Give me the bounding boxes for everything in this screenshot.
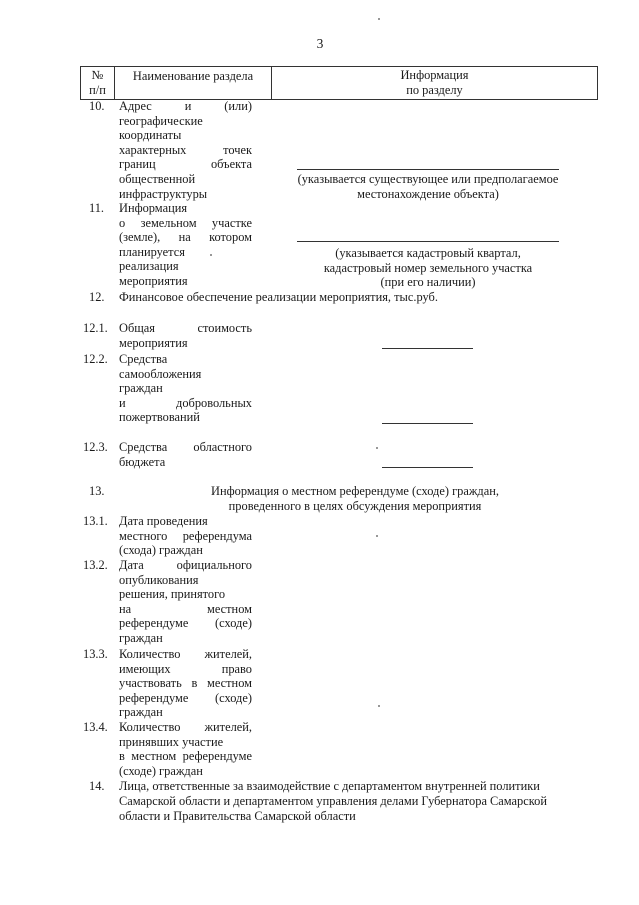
page-number: 3 <box>316 36 324 51</box>
address-hint: (указывается существующее или предполагаемое местонахождение объекта) <box>297 172 559 201</box>
row-name: Общая стоимость мероприятия <box>119 321 252 350</box>
row-number: 13.1. <box>83 514 108 528</box>
row-name: Лица, ответственные за взаимодействие с департаментом внутренней политики Самарской области и департаментом управления делами Губернатора Самарской области и Правительства Самарской области <box>119 779 547 823</box>
row-name: Дата проведения местного референдума (схода) граждан <box>119 514 252 558</box>
row-number: 11. <box>89 201 105 215</box>
row-name: Информация о земельном участке (земле), на котором планируется реализация мероприятия <box>119 201 252 288</box>
row-number: 14. <box>89 779 105 793</box>
regional-budget-field <box>382 467 473 468</box>
row-number: 13.3. <box>83 647 108 661</box>
cadastral-underline <box>297 241 559 242</box>
row-number: 13. <box>89 484 105 498</box>
row-name: Средства областного бюджета <box>119 440 252 469</box>
table-header <box>80 66 598 100</box>
row-name: Адрес и (или) географические координаты характерных точек границ объекта общественной инфраструктуры <box>119 99 252 201</box>
row-number: 13.2. <box>83 558 108 572</box>
total-cost-field <box>382 348 473 349</box>
cadastral-hint: (указывается кадастровый квартал, кадастровый номер земельного участка (при его наличии) <box>323 246 533 290</box>
row-number: 12.3. <box>83 440 108 454</box>
row-number: 10. <box>89 99 105 113</box>
row-number: 12.1. <box>83 321 108 335</box>
row-name: Количество жителей, имеющих право участвовать в местном референдуме (сходе) граждан <box>119 647 252 720</box>
row-number: 13.4. <box>83 720 108 734</box>
row-number: 12. <box>89 290 105 304</box>
header-col-num: № п/п <box>81 67 115 99</box>
scan-speck <box>378 18 380 20</box>
address-underline <box>297 169 559 170</box>
header-col-info: Информация по разделу <box>400 68 469 97</box>
header-col-name: Наименование раздела <box>115 67 272 99</box>
row-name: Количество жителей, принявших участие в местном референдуме (сходе) граждан <box>119 720 252 778</box>
scan-speck <box>378 705 380 707</box>
row-number: 12.2. <box>83 352 108 366</box>
self-taxation-field <box>382 423 473 424</box>
row-name: Средства самообложения граждан и добровольных пожертвований <box>119 352 252 425</box>
scan-speck <box>210 254 212 256</box>
scan-speck <box>376 535 378 537</box>
row-name: Финансовое обеспечение реализации мероприятия, тыс.руб. <box>119 290 438 304</box>
scan-speck <box>376 447 378 449</box>
row-name: Дата официального опубликования решения, принятого на местном референдуме (сходе) граждан <box>119 558 252 645</box>
referendum-heading: Информация о местном референдуме (сходе) граждан, проведенного в целях обсуждения мероприятия <box>211 484 499 513</box>
